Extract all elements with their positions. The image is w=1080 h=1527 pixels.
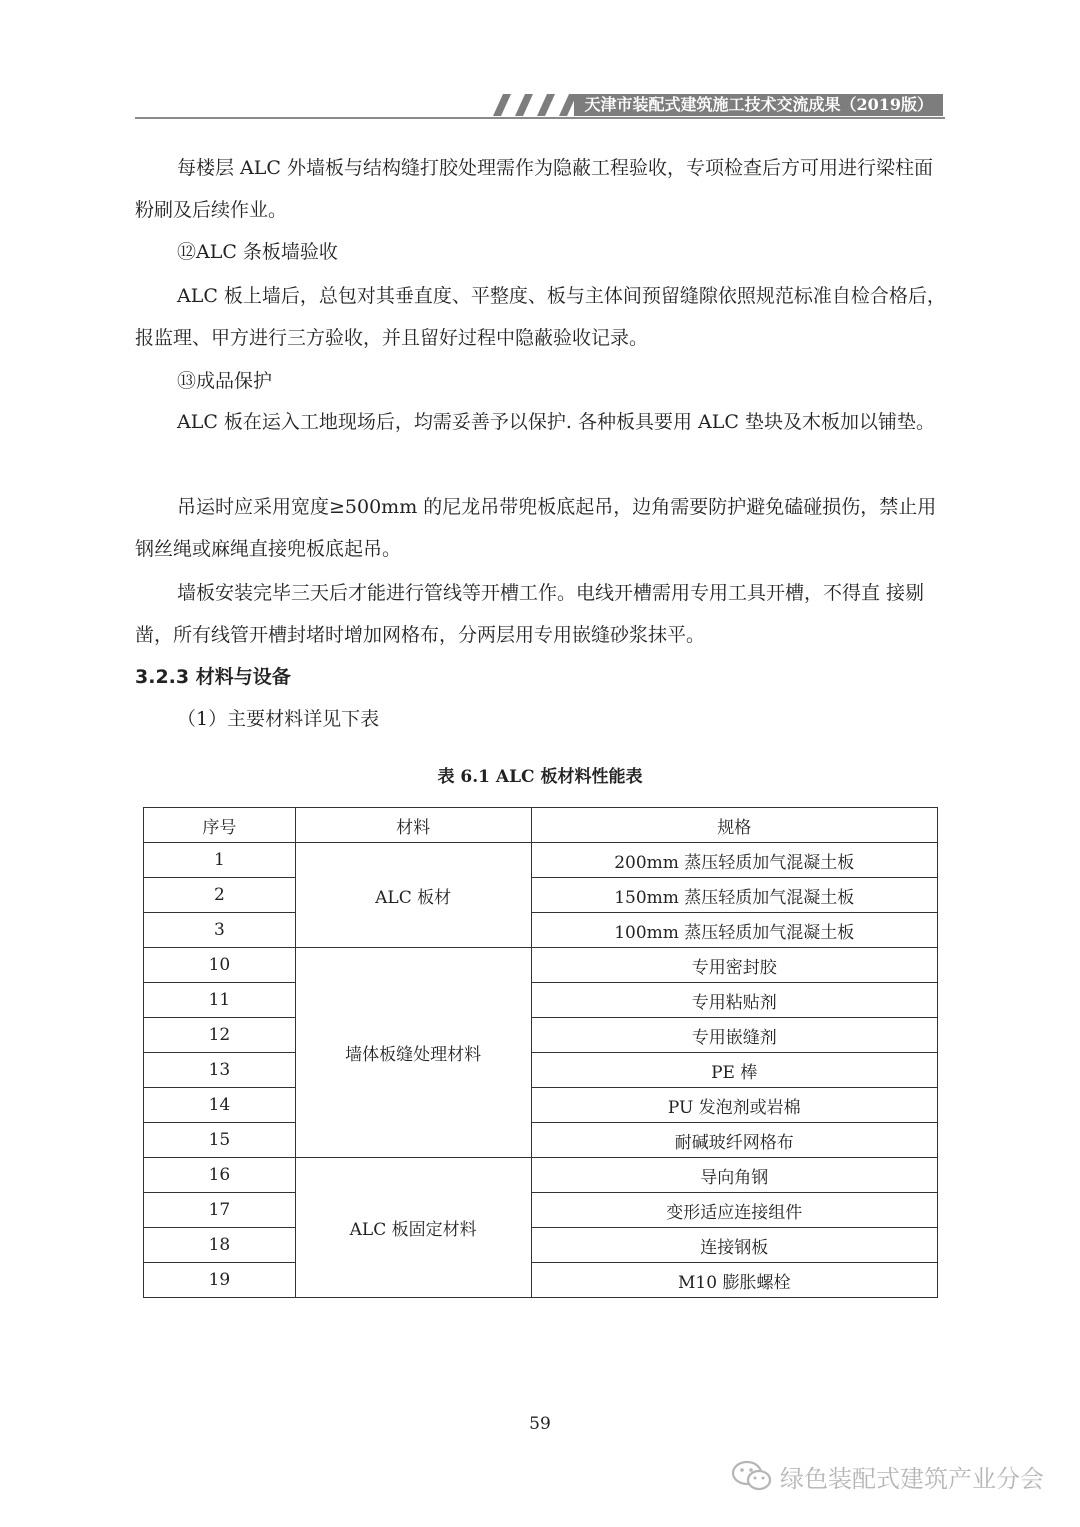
watermark <box>730 1456 1044 1496</box>
table-row <box>144 1228 938 1263</box>
wechat-icon <box>730 1459 774 1493</box>
cell-no: 1 <box>144 843 296 878</box>
cell-no: 19 <box>144 1263 296 1298</box>
cell-no: 13 <box>144 1053 296 1088</box>
cell-no: 17 <box>144 1193 296 1228</box>
header-no: 序号 <box>144 808 296 843</box>
page-header <box>135 92 945 120</box>
cell-spec: 导向角钢 <box>531 1158 938 1193</box>
table-caption: 表 6.1 ALC 板材料性能表 <box>437 767 643 787</box>
section-heading: 3.2.3 材料与设备 <box>135 666 291 688</box>
cell-no: 3 <box>144 913 296 948</box>
cell-material-group: ALC 板固定材料 <box>295 1158 531 1298</box>
paragraph-2: ALC 板上墙后，总包对其垂直度、平整度、板与主体间预留缝隙依照规范标准自检合格后，报监理、甲方进行三方验收，并且留好过程中隐蔽验收记录。 <box>135 285 946 349</box>
cell-material-group: ALC 板材 <box>295 843 531 948</box>
cell-no: 2 <box>144 878 296 913</box>
table-row <box>144 1088 938 1123</box>
table-row <box>144 1053 938 1088</box>
cell-spec: PU 发泡剂或岩棉 <box>531 1088 938 1123</box>
paragraph-1: 每楼层 ALC 外墙板与结构缝打胶处理需作为隐蔽工程验收，专项检查后方可用进行梁柱面粉刷及后续作业。 <box>135 157 933 221</box>
cell-spec: 100mm 蒸压轻质加气混凝土板 <box>531 913 938 948</box>
table-row <box>144 983 938 1018</box>
table-row <box>144 843 938 878</box>
cell-spec: 专用嵌缝剂 <box>531 1018 938 1053</box>
item-13-heading: ⑬成品保护 <box>177 370 273 392</box>
material-table <box>143 807 938 1298</box>
section-subheading: （1）主要材料详见下表 <box>177 708 380 730</box>
cell-spec: 变形适应连接组件 <box>531 1193 938 1228</box>
cell-spec: 专用密封胶 <box>531 948 938 983</box>
cell-no: 16 <box>144 1158 296 1193</box>
cell-material-group: 墙体板缝处理材料 <box>295 948 531 1158</box>
header-rule <box>135 117 945 119</box>
table-row <box>144 1123 938 1158</box>
table-row <box>144 1158 938 1193</box>
cell-no: 12 <box>144 1018 296 1053</box>
table-row <box>144 1263 938 1298</box>
table-row <box>144 948 938 983</box>
cell-no: 18 <box>144 1228 296 1263</box>
cell-no: 14 <box>144 1088 296 1123</box>
cell-spec: PE 棒 <box>531 1053 938 1088</box>
table-row <box>144 913 938 948</box>
paragraph-5: 墙板安装完毕三天后才能进行管线等开槽工作。电线开槽需用专用工具开槽，不得直 接剔凿，所有线管开槽封堵时增加网格布，分两层用专用嵌缝砂浆抹平。 <box>135 582 925 646</box>
table-row <box>144 1018 938 1053</box>
header-spec: 规格 <box>531 808 938 843</box>
table-header-row <box>144 808 938 843</box>
cell-spec: 耐碱玻纤网格布 <box>531 1123 938 1158</box>
cell-no: 15 <box>144 1123 296 1158</box>
item-12-heading: ⑫ALC 条板墙验收 <box>177 241 338 263</box>
paragraph-4: 吊运时应采用宽度≥500mm 的尼龙吊带兜板底起吊，边角需要防护避免磕碰损伤，禁止用钢丝绳或麻绳直接兜板底起吊。 <box>135 496 937 560</box>
table-row <box>144 878 938 913</box>
page-number: 59 <box>529 1414 551 1434</box>
table-row <box>144 1193 938 1228</box>
header-material: 材料 <box>295 808 531 843</box>
cell-spec: 专用粘贴剂 <box>531 983 938 1018</box>
cell-no: 10 <box>144 948 296 983</box>
header-title: 天津市装配式建筑施工技术交流成果（2019版） <box>574 94 943 116</box>
cell-spec: M10 膨胀螺栓 <box>531 1263 938 1298</box>
cell-no: 11 <box>144 983 296 1018</box>
cell-spec: 200mm 蒸压轻质加气混凝土板 <box>531 843 938 878</box>
cell-spec: 连接钢板 <box>531 1228 938 1263</box>
cell-spec: 150mm 蒸压轻质加气混凝土板 <box>531 878 938 913</box>
paragraph-3: ALC 板在运入工地现场后，均需妥善予以保护. 各种板具要用 ALC 垫块及木板加以铺垫。 <box>177 411 935 433</box>
watermark-text: 绿色装配式建筑产业分会 <box>780 1464 1044 1493</box>
